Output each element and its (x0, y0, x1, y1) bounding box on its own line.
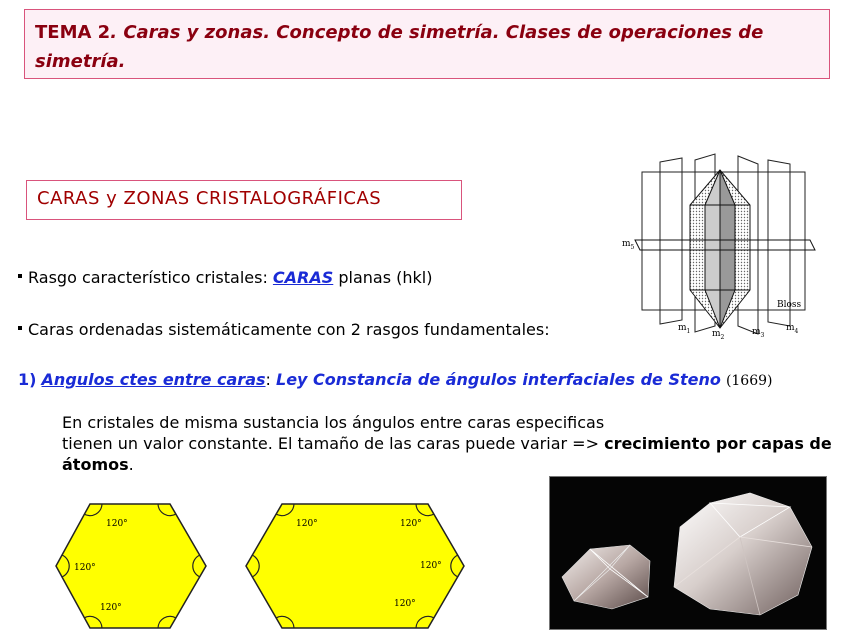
bullet-1-suffix: planas (hkl) (333, 268, 433, 287)
mirror-label-m2: $m_2$ (712, 329, 725, 340)
angle-label-top-right: 120° (400, 519, 422, 529)
angle-label-left: 120° (74, 563, 96, 573)
steno-law: Ley Constancia de ángulos interfaciales de Steno (276, 370, 721, 389)
mirror-label-m4: $m_4$ (786, 323, 799, 335)
angle-label-right: 120° (420, 561, 442, 571)
steno-year: (1669) (725, 373, 773, 389)
crystal-mirror-diagram (620, 150, 820, 340)
mirror-label-m3: $m_3$ (752, 327, 765, 339)
bullet-2-text: Caras ordenadas sistemáticamente con 2 rasgos fundamentales: (28, 320, 550, 339)
para-line-2: tienen un valor constante. El tamaño de las caras puede variar => (62, 434, 599, 453)
angles-link[interactable]: Angulos ctes entre caras (41, 370, 266, 389)
point-number: 1) (18, 370, 37, 389)
diagram-credit: Bloss (777, 300, 802, 310)
para-line-1: En cristales de misma sustancia los ángulos entre caras especificas (62, 413, 605, 432)
mirror-label-m5: $m_5$ (622, 239, 635, 251)
point-1 (18, 370, 773, 389)
steno-paragraph (62, 412, 832, 475)
bullet-ordered-faces (18, 320, 550, 339)
quartz-crystal-illustration (550, 477, 826, 629)
title-lead: TEMA 2 (35, 22, 111, 43)
hexagon-elongated (240, 498, 470, 632)
slide-title (24, 9, 830, 79)
title-rest: . Caras y zonas. Concepto de simetría. Clases de operaciones de simetría. (35, 22, 764, 72)
bullet-caras (18, 268, 432, 287)
hexagonal-prism (690, 170, 750, 328)
angle-label-top-left: 120° (296, 519, 318, 529)
para-end: . (128, 455, 134, 474)
angle-label-bottom-right: 120° (394, 599, 416, 609)
quartz-crystal-photo (549, 476, 827, 630)
angle-label-bottom: 120° (100, 603, 122, 613)
para-bold: crecimiento por capas de átomos (62, 434, 832, 474)
caras-link[interactable]: CARAS (272, 268, 334, 287)
section-heading: CARAS y ZONAS CRISTALOGRÁFICAS (26, 180, 462, 220)
bullet-1-prefix: Rasgo característico cristales: (28, 268, 273, 287)
bullet-marker (18, 274, 22, 278)
point-colon: : (265, 370, 271, 389)
bullet-marker (18, 326, 22, 330)
mirror-label-m1: $m_1$ (678, 323, 691, 335)
hexagon-regular (50, 498, 210, 632)
angle-label-top: 120° (106, 519, 128, 529)
